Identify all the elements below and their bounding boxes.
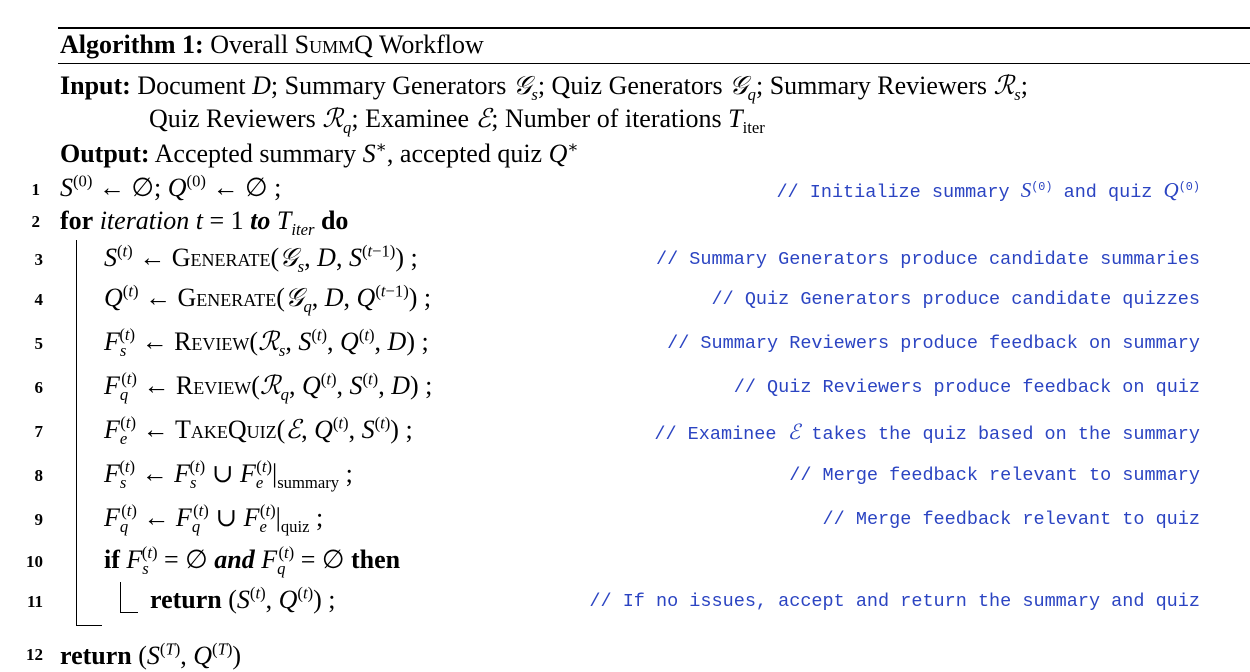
line-number: 10	[26, 552, 43, 571]
review-op: Review	[174, 327, 250, 356]
output-text: Accepted summary	[154, 139, 357, 168]
comment-line-1: // Initialize summary $S^{(0)}$ and quiz $Q^{(0)}$	[776, 178, 1200, 203]
comment-line-4: // Quiz Generators produce candidate quizzes	[711, 289, 1200, 310]
and-keyword: and	[214, 545, 255, 574]
comment-line-11: // If no issues, accept and return the summary and quiz	[589, 591, 1200, 612]
code-line-2: for iteration t = 1 to $T_{iter}$ do	[60, 206, 349, 240]
if-body-bar	[120, 582, 121, 612]
then-keyword: then	[351, 545, 401, 574]
title-rule	[58, 63, 1250, 64]
title-suffix: Workflow	[372, 30, 484, 59]
code-line-8: $F_s^{(t)}$ ← $F_s^{(t)}$ ∪ $F_e^{(t)}|_{summary}$ ;	[104, 457, 353, 493]
t-iter-sub: iter	[742, 118, 765, 138]
review-op: Review	[175, 371, 252, 400]
comment-line-9: // Merge feedback relevant to quiz	[822, 509, 1200, 530]
algorithm-title	[60, 29, 484, 61]
return-keyword: return	[60, 641, 132, 670]
line-number: 3	[34, 250, 43, 269]
for-keyword: for	[60, 206, 94, 235]
summary-sub: summary	[277, 473, 340, 493]
algorithm-label: Algorithm 1:	[60, 30, 204, 59]
title-name: SummQ	[294, 30, 373, 59]
output-label: Output:	[60, 139, 150, 168]
line-number: 11	[26, 592, 43, 611]
code-line-3: $S^{(t)}$ ← Generate(𝒢$_s$, D, $S^{(t-1)}$) ;	[104, 241, 418, 277]
if-body-end	[120, 612, 138, 613]
if-keyword: if	[104, 545, 120, 574]
comment-line-3: // Summary Generators produce candidate summaries	[656, 249, 1200, 270]
line-number: 9	[34, 510, 43, 529]
line-number: 8	[34, 466, 43, 485]
code-line-11: return ($S^{(t)}$, $Q^{(t)}$) ;	[150, 583, 336, 614]
to-keyword: to	[250, 206, 271, 235]
comment-text: // Examinee	[654, 424, 777, 445]
code-line-6: $F_q^{(t)}$ ← Review(ℛ$_q$, $Q^{(t)}$, $S^{(t)}$, D) ;	[104, 369, 433, 405]
comment-text: // Initialize summary	[776, 182, 1010, 203]
comment-line-7: // Examinee ℰ takes the quiz based on the summary	[654, 420, 1200, 445]
comment-line-5: // Summary Reviewers produce feedback on summary	[667, 333, 1200, 354]
input-label: Input:	[60, 71, 131, 100]
code-line-12: return ($S^{(T)}$, $Q^{(T)}$)	[60, 639, 242, 670]
line-number: 1	[31, 180, 40, 199]
code-line-9: $F_q^{(t)}$ ← $F_q^{(t)}$ ∪ $F_e^{(t)}|_{quiz}$ ;	[104, 501, 324, 537]
line-number: 4	[34, 290, 43, 309]
do-keyword: do	[320, 206, 349, 235]
output-line: Output: Accepted summary S∗, accepted quiz Q∗	[60, 137, 579, 168]
loop-body-bar	[76, 240, 77, 625]
code-line-4: $Q^{(t)}$ ← Generate(𝒢$_q$, D, $Q^{(t-1)}$) ;	[104, 281, 432, 317]
iteration-word: iteration	[99, 206, 190, 235]
line-number: 6	[34, 378, 43, 397]
return-keyword: return	[150, 585, 222, 614]
comment-text-2: takes the quiz based on the summary	[811, 424, 1200, 445]
title-prefix: Overall	[210, 30, 295, 59]
loop-body-end	[76, 625, 102, 626]
takequiz-op: TakeQuiz	[175, 415, 277, 444]
generate-op: Generate	[171, 243, 271, 272]
input-line-1: Input: Document D; Summary Generators 𝒢$_s$; Quiz Generators 𝒢$_q$; Summary Reviewers ℛ$_s$;	[60, 71, 1029, 105]
input-line-2: Quiz Reviewers ℛ$_q$; Examinee ℰ; Number of iterations $T_{iter}$	[149, 104, 765, 138]
quiz-sub: quiz	[280, 517, 310, 537]
comment-line-8: // Merge feedback relevant to summary	[789, 465, 1200, 486]
comment-text-and: and quiz	[1063, 182, 1153, 203]
generate-op: Generate	[177, 283, 277, 312]
code-line-1: $S^{(0)}$ ← ∅; $Q^{(0)}$ ← ∅ ;	[60, 171, 282, 202]
code-line-5: $F_s^{(t)}$ ← Review(ℛ$_s$, $S^{(t)}$, $Q^{(t)}$, D) ;	[104, 325, 429, 361]
line-number: 5	[34, 334, 43, 353]
line-number: 12	[26, 645, 43, 664]
line-number: 7	[34, 422, 43, 441]
code-line-7: $F_e^{(t)}$ ← TakeQuiz(ℰ, $Q^{(t)}$, $S^{(t)}$) ;	[104, 413, 413, 449]
line-number: 2	[31, 212, 40, 231]
t-iter-sub-2: iter	[291, 220, 315, 240]
code-line-10: if $F_s^{(t)}$ = ∅ and $F_q^{(t)}$ = ∅ then	[104, 543, 401, 579]
output-text-2: , accepted quiz	[386, 139, 543, 168]
comment-line-6: // Quiz Reviewers produce feedback on quiz	[733, 377, 1200, 398]
